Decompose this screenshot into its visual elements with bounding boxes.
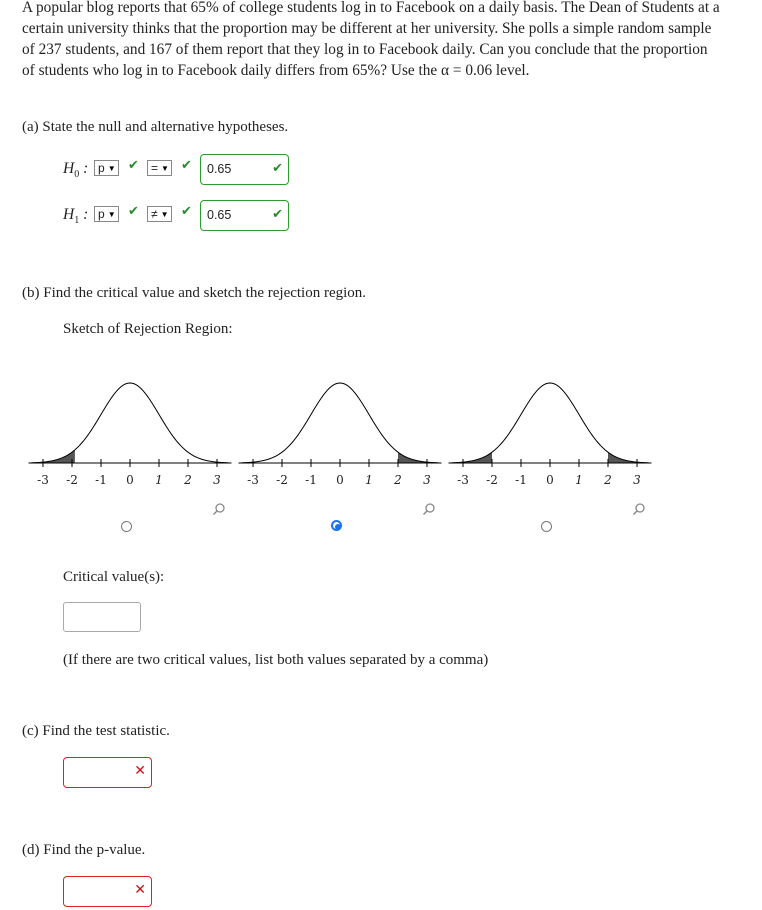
tick-label: 2 bbox=[394, 473, 402, 487]
magnifier-icon[interactable] bbox=[424, 504, 435, 515]
normal-curve bbox=[241, 383, 438, 463]
chevron-down-icon: ▼ bbox=[160, 209, 169, 219]
h0-value-input[interactable]: 0.65 ✔ bbox=[200, 154, 289, 185]
tick-label: -3 bbox=[37, 473, 49, 487]
radio-option-right-tail[interactable] bbox=[331, 520, 342, 531]
tick-label: 3 bbox=[633, 473, 641, 487]
chevron-down-icon: ▼ bbox=[161, 163, 169, 173]
tick-label: 3 bbox=[423, 473, 431, 487]
tick-label: 0 bbox=[546, 473, 554, 487]
tick-label: -1 bbox=[305, 473, 317, 487]
sketch-graph-two-tailed bbox=[449, 383, 652, 515]
check-icon: ✔ bbox=[181, 158, 192, 173]
h0-parameter-select[interactable]: p ▼ bbox=[94, 160, 119, 176]
problem-statement: A popular blog reports that 65% of college students log in to Facebook on a daily basis. The Dean of Students at a certain university thinks that the proportion may be different at her university. She polls a simple random sample of 237 students, and 167 of them report that they log in to Facebook daily. Can you conclude that the proportion of students who log in to Facebook daily differs from 65%? Use the α = 0.06 level. bbox=[22, 0, 720, 79]
tick-label: 2 bbox=[184, 473, 192, 487]
normal-curve bbox=[451, 383, 648, 463]
chevron-down-icon: ▼ bbox=[107, 163, 116, 173]
magnifier-icon[interactable] bbox=[214, 504, 225, 515]
h1-label: $H_1$ : bbox=[63, 206, 89, 227]
critical-value-hint: (If there are two critical values, list both values separated by a comma) bbox=[63, 652, 489, 668]
radio-option-left-tail[interactable] bbox=[121, 521, 132, 532]
h0-relation-select[interactable]: = ▼ bbox=[147, 160, 172, 176]
check-icon: ✔ bbox=[128, 158, 139, 173]
tick-label: -1 bbox=[95, 473, 107, 487]
check-icon: ✔ bbox=[272, 207, 283, 222]
part-d-label: (d) Find the p-value. bbox=[22, 842, 146, 858]
test-statistic-input[interactable] bbox=[63, 757, 152, 788]
tick-label: -2 bbox=[276, 473, 288, 487]
tick-label: 0 bbox=[336, 473, 344, 487]
tick-label: -1 bbox=[515, 473, 527, 487]
sketch-label: Sketch of Rejection Region: bbox=[63, 321, 233, 337]
tick-label: 2 bbox=[604, 473, 612, 487]
tick-label: 1 bbox=[155, 473, 163, 487]
h0-label: $H_0$ : bbox=[63, 160, 89, 181]
tick-label: 3 bbox=[213, 473, 221, 487]
sketch-graph-left bbox=[29, 383, 232, 515]
h1-relation-select[interactable]: ≠ ▼ bbox=[147, 206, 172, 222]
incorrect-x-icon: ✕ bbox=[134, 882, 146, 898]
tick-label: -3 bbox=[457, 473, 469, 487]
p-value-input[interactable] bbox=[63, 876, 152, 907]
radio-option-two-tailed[interactable] bbox=[541, 521, 552, 532]
part-c-label: (c) Find the test statistic. bbox=[22, 723, 170, 739]
tick-label: 1 bbox=[575, 473, 583, 487]
rejection-region bbox=[608, 452, 646, 463]
h1-parameter-select[interactable]: p ▼ bbox=[94, 206, 119, 222]
magnifier-icon[interactable] bbox=[634, 504, 645, 515]
tick-label: -3 bbox=[247, 473, 259, 487]
tick-label: 0 bbox=[126, 473, 134, 487]
critical-value-label: Critical value(s): bbox=[63, 569, 165, 585]
rejection-region bbox=[398, 452, 436, 463]
incorrect-x-icon: ✕ bbox=[134, 763, 146, 779]
chevron-down-icon: ▼ bbox=[107, 209, 116, 219]
tick-label: -2 bbox=[66, 473, 78, 487]
rejection-region bbox=[34, 450, 75, 463]
tick-label: 1 bbox=[365, 473, 373, 487]
part-b-label: (b) Find the critical value and sketch the rejection region. bbox=[22, 285, 367, 301]
sketch-graph-right bbox=[239, 383, 442, 515]
check-icon: ✔ bbox=[181, 204, 192, 219]
h1-value-input[interactable]: 0.65 ✔ bbox=[200, 200, 289, 231]
part-a-label: (a) State the null and alternative hypotheses. bbox=[22, 119, 289, 135]
check-icon: ✔ bbox=[128, 204, 139, 219]
rejection-region bbox=[454, 452, 492, 463]
tick-label: -2 bbox=[486, 473, 498, 487]
critical-value-input[interactable] bbox=[63, 602, 141, 632]
check-icon: ✔ bbox=[272, 161, 283, 176]
normal-curve bbox=[31, 383, 228, 463]
rejection-region-sketches bbox=[0, 370, 762, 520]
